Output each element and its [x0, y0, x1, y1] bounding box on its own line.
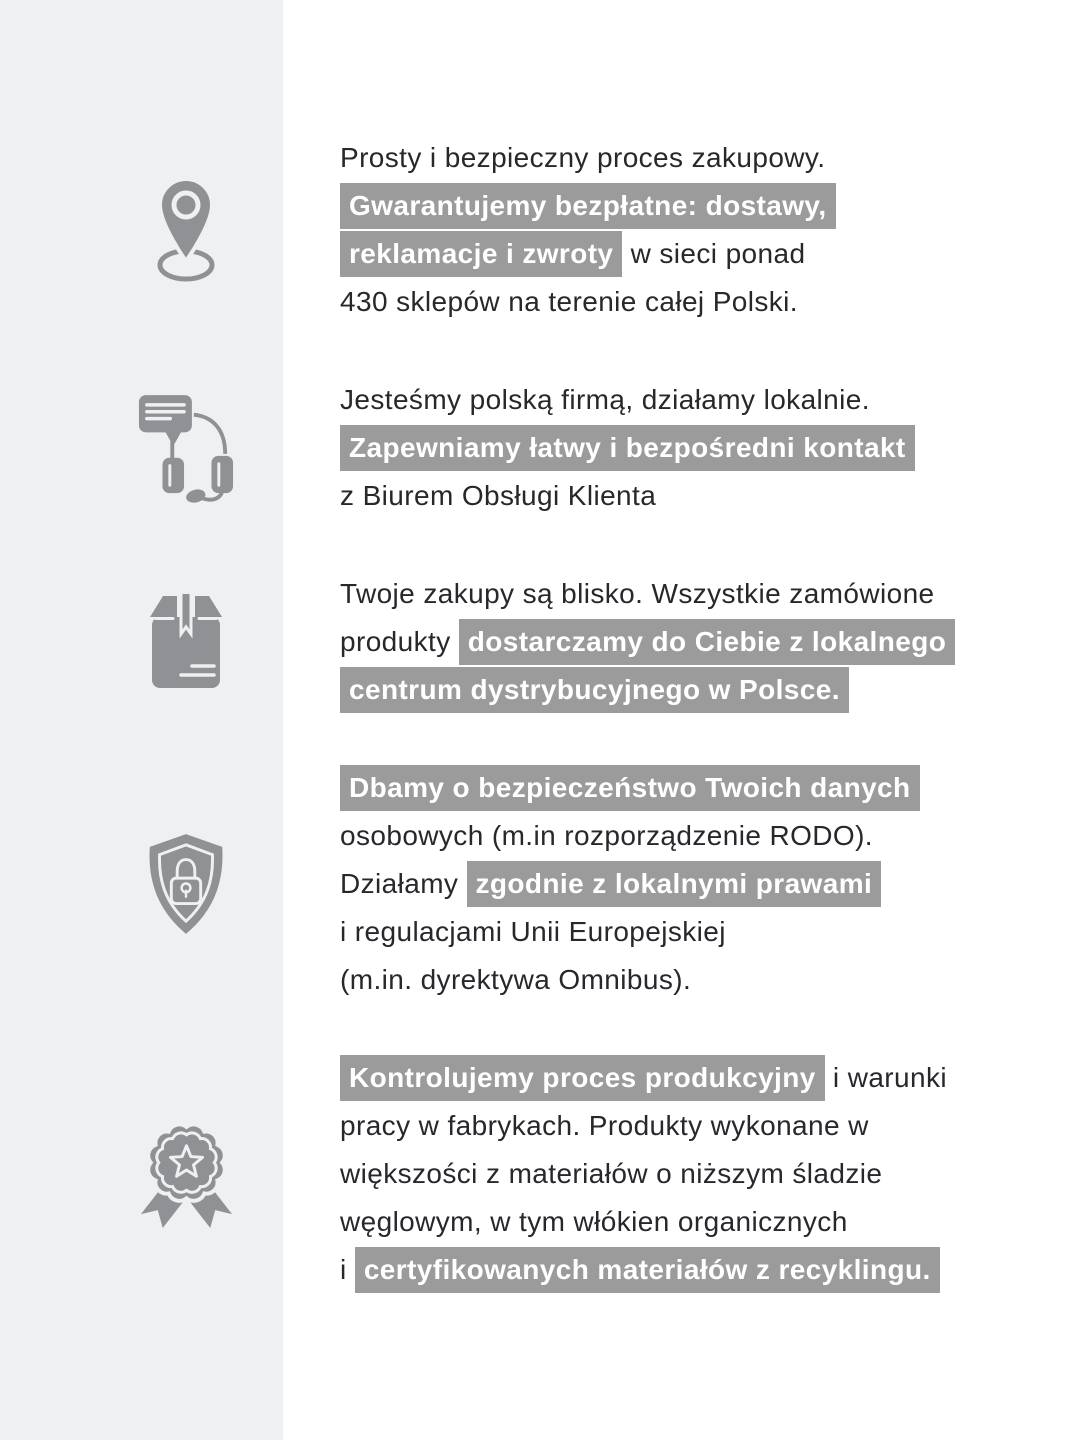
benefit-section	[0, 134, 1080, 326]
text-segment: w sieci ponad	[622, 238, 806, 269]
text-segment: z Biurem Obsługi Klienta	[340, 480, 657, 511]
benefit-text-line	[340, 812, 1050, 860]
text-segment: 430 sklepów na terenie całej Polski.	[340, 286, 798, 317]
benefit-text-line	[340, 1246, 1050, 1294]
highlighted-text-segment: certyfikowanych materiałów z recyklingu.	[355, 1247, 940, 1293]
award-badge-icon	[135, 1117, 238, 1232]
benefit-text-line	[340, 376, 1050, 424]
highlighted-text-segment: zgodnie z lokalnymi prawami	[467, 861, 882, 907]
benefit-text-line	[340, 1198, 1050, 1246]
headset-chat-icon	[137, 393, 235, 503]
highlighted-text-segment: Kontrolujemy proces produkcyjny	[340, 1055, 825, 1101]
benefit-section	[0, 376, 1080, 520]
text-segment: Twoje zakupy są blisko. Wszystkie zamówione	[340, 578, 935, 609]
benefit-icon-cell	[0, 594, 283, 690]
location-pin-icon	[154, 178, 218, 282]
benefit-text-line	[340, 618, 1050, 666]
text-segment: i	[340, 1254, 355, 1285]
benefit-text-line	[340, 1054, 1050, 1102]
package-box-icon	[148, 594, 224, 690]
benefit-text-line	[340, 182, 1050, 230]
text-segment: Prosty i bezpieczny proces zakupowy.	[340, 142, 826, 173]
highlighted-text-segment: Zapewniamy łatwy i bezpośredni kontakt	[340, 425, 915, 471]
text-segment: i regulacjami Unii Europejskiej	[340, 916, 726, 947]
benefit-section	[0, 1054, 1080, 1294]
benefit-text-line	[340, 666, 1050, 714]
text-segment: większości z materiałów o niższym śladzie	[340, 1158, 883, 1189]
benefit-icon-cell	[0, 178, 283, 282]
benefit-text	[283, 134, 1080, 326]
benefit-text-line	[340, 424, 1050, 472]
benefit-text-line	[340, 278, 1050, 326]
benefit-text	[283, 376, 1080, 520]
text-segment: węglowym, w tym włókien organicznych	[340, 1206, 848, 1237]
benefit-text-line	[340, 1102, 1050, 1150]
benefit-text-line	[340, 1150, 1050, 1198]
text-segment: (m.in. dyrektywa Omnibus).	[340, 964, 692, 995]
benefit-text-line	[340, 570, 1050, 618]
text-segment: osobowych (m.in rozporządzenie RODO).	[340, 820, 873, 851]
benefit-section	[0, 570, 1080, 714]
benefit-text-line	[340, 860, 1050, 908]
highlighted-text-segment: reklamacje i zwroty	[340, 231, 622, 277]
shield-lock-icon	[141, 831, 231, 937]
benefit-text-line	[340, 230, 1050, 278]
benefit-text-line	[340, 764, 1050, 812]
text-segment: Działamy	[340, 868, 467, 899]
benefit-section	[0, 764, 1080, 1004]
benefit-text-line	[340, 908, 1050, 956]
benefit-text	[283, 1054, 1080, 1294]
highlighted-text-segment: Gwarantujemy bezpłatne: dostawy,	[340, 183, 836, 229]
benefit-text	[283, 764, 1080, 1004]
text-segment: pracy w fabrykach. Produkty wykonane w	[340, 1110, 869, 1141]
benefit-text-line	[340, 956, 1050, 1004]
text-segment: produkty	[340, 626, 459, 657]
benefit-text	[283, 570, 1080, 714]
text-segment: i warunki	[824, 1062, 947, 1093]
highlighted-text-segment: dostarczamy do Ciebie z lokalnego	[459, 619, 955, 665]
benefit-text-line	[340, 134, 1050, 182]
highlighted-text-segment: Dbamy o bezpieczeństwo Twoich danych	[340, 765, 920, 811]
benefit-icon-cell	[0, 393, 283, 503]
text-segment: Jesteśmy polską firmą, działamy lokalnie.	[340, 384, 870, 415]
highlighted-text-segment: centrum dystrybucyjnego w Polsce.	[340, 667, 849, 713]
benefit-text-line	[340, 472, 1050, 520]
benefit-icon-cell	[0, 1117, 283, 1232]
benefit-icon-cell	[0, 831, 283, 937]
